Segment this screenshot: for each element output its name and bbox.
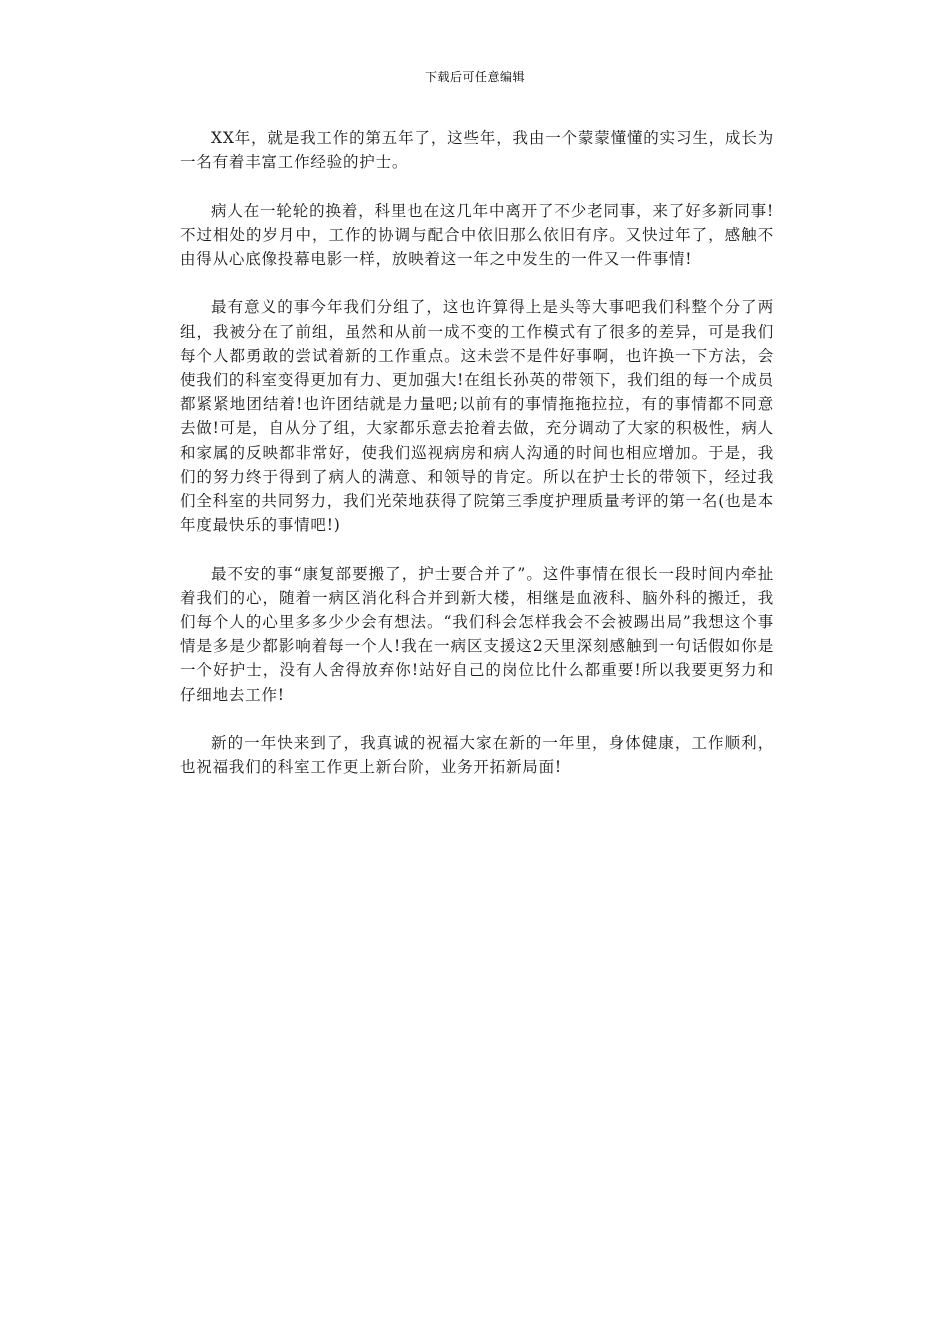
document-body — [180, 126, 774, 804]
header-note: 下载后可任意编辑 — [424, 70, 525, 84]
paragraph-3: 最有意义的事今年我们分组了，这也许算得上是头等大事吧我们科整个分了两组，我被分在了前组，虽然和从前一成不变的工作模式有了很多的差异，可是我们每个人都勇敢的尝试着新的工作重点。这未尝不是件好事啊，也许换一下方法，会使我们的科室变得更加有力、更加强大!在组长孙英的带领下，我们组的每一个成员都紧紧地团结着!也许团结就是力量吧;以前有的事情拖拖拉拉，有的事情都不同意去做!可是，自从分了组，大家都乐意去抢着去做，充分调动了大家的积极性，病人和家属的反映都非常好，使我们巡视病房和病人沟通的时间也相应增加。于是，我们的努力终于得到了病人的满意、和领导的肯定。所以在护士长的带领下，经过我们全科室的共同努力，我们光荣地获得了院第三季度护理质量考评的第一名(也是本年度最快乐的事情吧!) — [180, 298, 774, 535]
paragraph-2: 病人在一轮轮的换着，科里也在这几年中离开了不少老同事，来了好多新同事!不过相处的岁月中，工作的协调与配合中依旧那么依旧有序。又快过年了，感触不由得从心底像投幕电影一样，放映着这一年之中发生的一件又一件事情! — [180, 201, 774, 268]
paragraph-1: XX年，就是我工作的第五年了，这些年，我由一个蒙蒙懂懂的实习生，成长为一名有着丰富工作经验的护士。 — [180, 129, 774, 172]
paragraph-5: 新的一年快来到了，我真诚的祝福大家在新的一年里，身体健康，工作顺利，也祝福我们的科室工作更上新台阶，业务开拓新局面! — [180, 734, 774, 777]
paragraph-4: 最不安的事“康复部要搬了，护士要合并了”。这件事情在很长一段时间内牵扯着我们的心，随着一病区消化科合并到新大楼，相继是血液科、脑外科的搬迁，我们每个人的心里多多少少会有想法。“我们科会怎样我会不会被踢出局”我想这个事情是多是少都影响着每一个人!我在一病区支援这2天里深刻感触到一句话假如你是一个好护士，没有人舍得放弃你!站好自己的岗位比什么都重要!所以我要更努力和仔细地去工作! — [180, 564, 774, 704]
